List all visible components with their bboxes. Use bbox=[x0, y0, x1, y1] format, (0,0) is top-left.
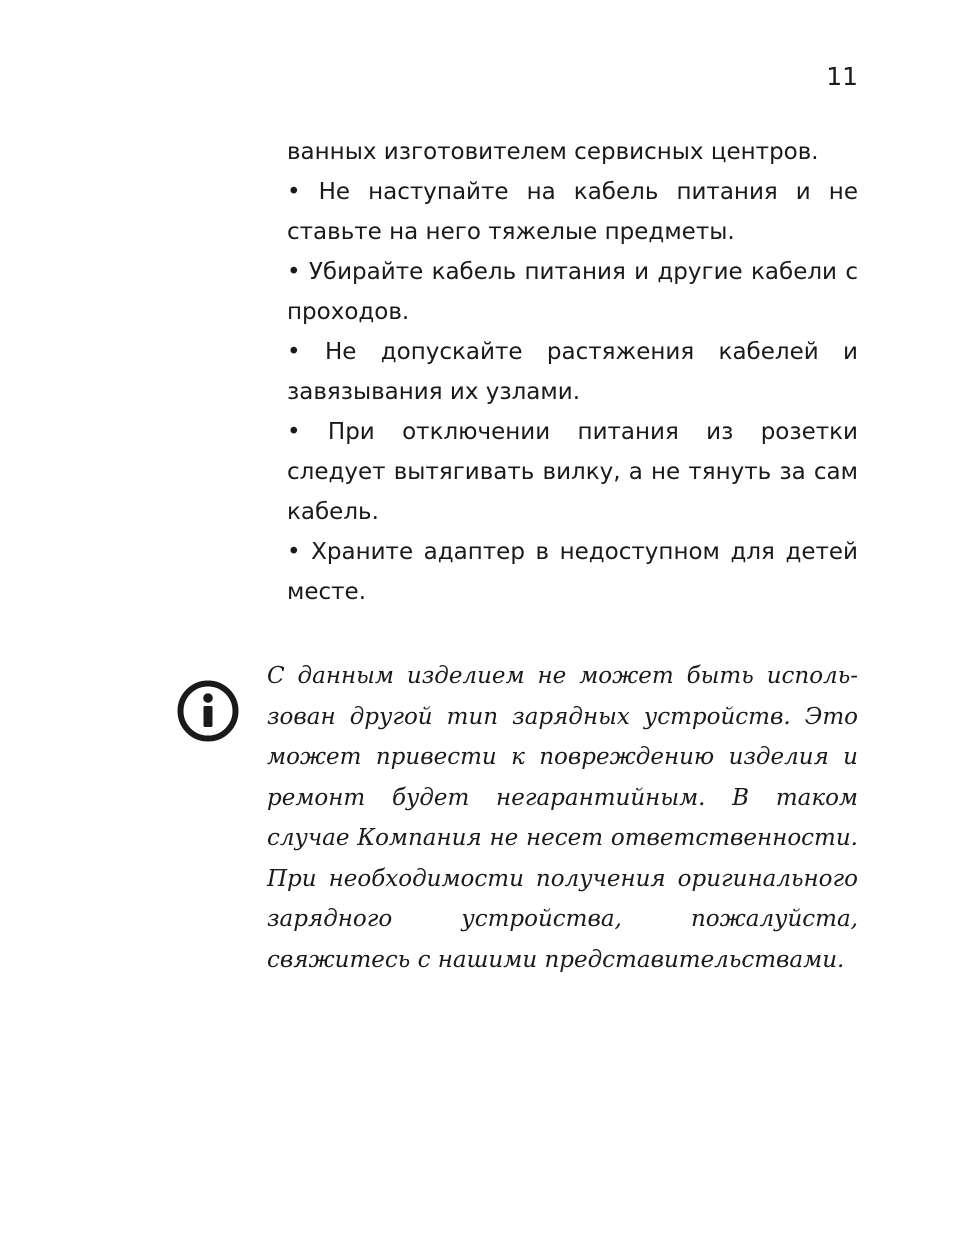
safety-bullet-list bbox=[287, 132, 858, 612]
bullet-item: • Не допускайте растяжения кабелей и завязывания их узлами. bbox=[287, 339, 858, 405]
bullet-item: • Храните адаптер в недоступном для детей месте. bbox=[287, 539, 858, 605]
bullet-item: • Убирайте кабель питания и другие кабели с проходов. bbox=[287, 259, 858, 325]
bullet-continuation: ванных изготовителем сервисных центров. bbox=[287, 139, 819, 165]
info-note: С данным изделием не может быть использован другой тип зарядных устройств. Это может привести к повреждению изделия и ремонт будет негарантийным. В таком случае Компания не несет ответственности. При необходимости получения оригинального зарядного устройства, пожалуйста, свяжитесь с нашими представительствами. bbox=[267, 663, 858, 973]
info-icon bbox=[177, 680, 239, 742]
page-number: 11 bbox=[826, 62, 858, 91]
bullet-item: • Не наступайте на кабель питания и не ставьте на него тяжелые предметы. bbox=[287, 179, 858, 245]
bullet-item: • При отключении питания из розетки следует вытягивать вилку, а не тянуть за сам кабель. bbox=[287, 419, 858, 525]
